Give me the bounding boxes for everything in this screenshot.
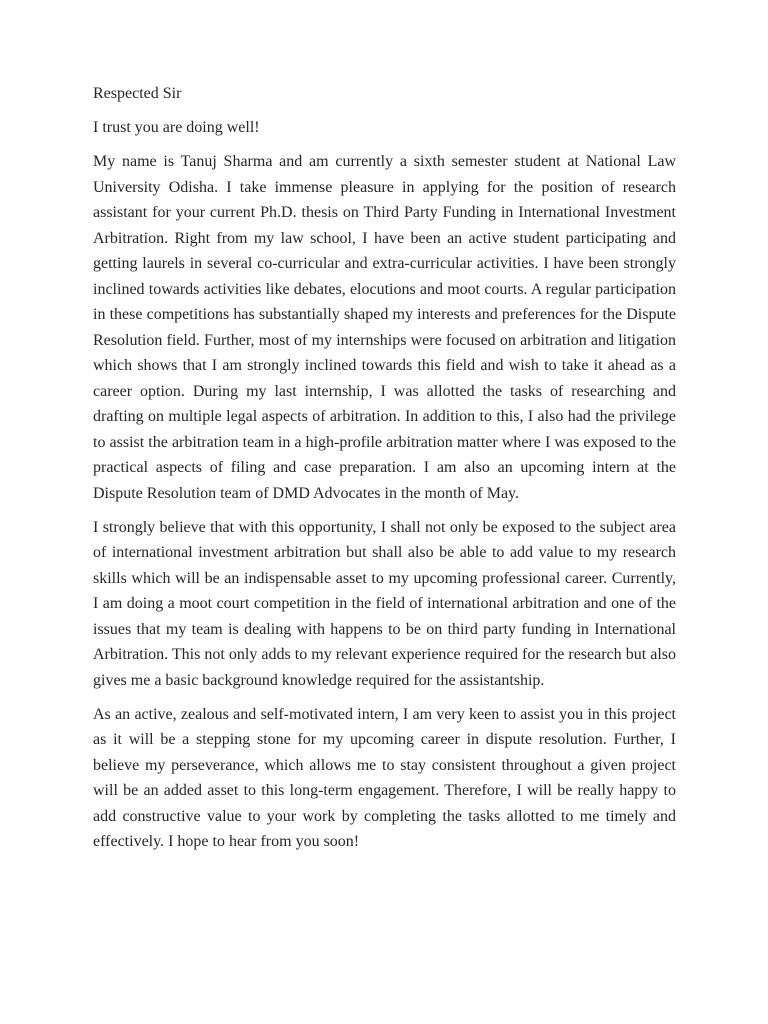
letter-paragraph-motivation: I strongly believe that with this opportunity, I shall not only be exposed to the subject area of international investment arbitration but shall also be able to add value to my research skills which will be an indispensable asset to my upcoming professional career. Currently, I am doing a moot court competition in the field of international arbitration and one of the issues that my team is dealing with happens to be on third party funding in International Arbitration. This not only adds to my relevant experience required for the research but also gives me a basic background knowledge required for the assistantship. xyxy=(93,518,676,689)
letter-salutation: Respected Sir xyxy=(93,85,182,102)
letter-paragraph-closing: As an active, zealous and self-motivated intern, I am very keen to assist you in this project as it will be a stepping stone for my upcoming career in dispute resolution. Further, I believe my perseverance, which allows me to stay consistent throughout a given project will be an added asset to this long-term engagement. Therefore, I will be really happy to add constructive value to your work by completing the tasks allotted to me timely and effectively. I hope to hear from you soon! xyxy=(93,705,676,850)
letter-paragraph-introduction: My name is Tanuj Sharma and am currently a sixth semester student at National Law University Odisha. I take immense pleasure in applying for the position of research assistant for your current Ph.D. thesis on Third Party Funding in International Investment Arbitration. Right from my law school, I have been an active student participating and getting laurels in several co-curricular and extra-curricular activities. I have been strongly inclined towards activities like debates, elocutions and moot courts. A regular participation in these competitions has substantially shaped my interests and preferences for the Dispute Resolution field. Further, most of my internships were focused on arbitration and litigation which shows that I am strongly inclined towards this field and wish to take it ahead as a career option. During my last internship, I was allotted the tasks of researching and drafting on multiple legal aspects of arbitration. In addition to this, I also had the privilege to assist the arbitration team in a high-profile arbitration matter where I was exposed to the practical aspects of filing and case preparation. I am also an upcoming intern at the Dispute Resolution team of DMD Advocates in the month of May. xyxy=(93,153,676,502)
letter-greeting: I trust you are doing well! xyxy=(93,119,260,136)
